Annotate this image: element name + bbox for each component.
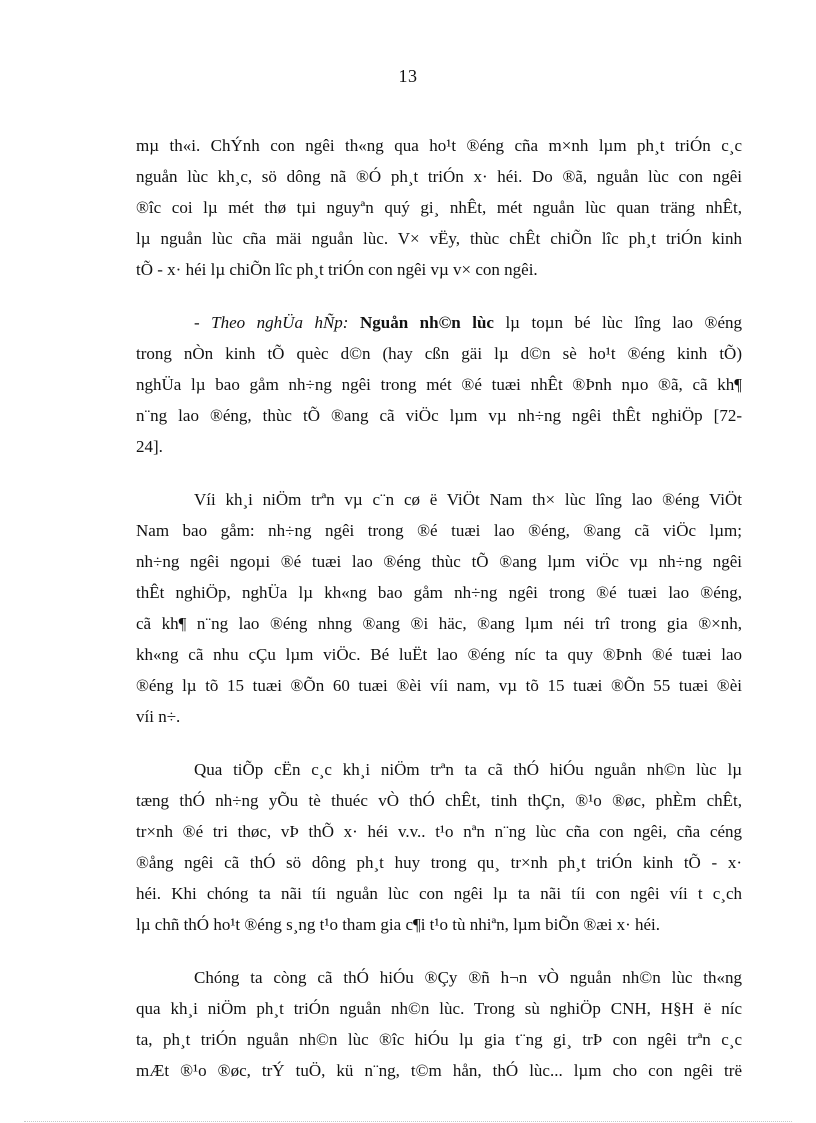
paragraph-3 xyxy=(136,484,742,732)
text-line: ®éng lµ tõ 15 tuæi ®Õn 60 tuæi ®èi víi nam, vµ tõ 15 tuæi ®Õn 55 tuæi ®èi xyxy=(136,676,742,695)
text-line: lµ nguån lùc cña mäi nguån lùc. V× vËy, thùc chÊt chiÕn lîc ph¸t triÓn kinh xyxy=(136,229,742,248)
text-line: nh÷ng ngêi ngoµi ®é tuæi lao ®éng thùc tÕ ®ang lµm viÖc vµ nh÷ng ngêi xyxy=(136,552,742,571)
text-line: nguån lùc kh¸c, sö dông nã ®Ó ph¸t triÓn x· héi. Do ®ã, nguån lùc con ngêi xyxy=(136,167,742,186)
text-line: víi n÷. xyxy=(136,707,181,726)
text-line: Chóng ta còng cã thÓ hiÓu ®Çy ®ñ h¬n vÒ nguån nh©n lùc th«ng xyxy=(194,968,742,987)
text-line: cã kh¶ n¨ng lao ®éng nhng ®ang ®i häc, ®ang lµm néi trî trong gia ®×nh, xyxy=(136,614,742,633)
text-line: Qua tiÕp cËn c¸c kh¸i niÖm trªn ta cã thÓ hiÓu nguån nh©n lùc lµ xyxy=(194,760,742,779)
paragraph-2 xyxy=(136,307,742,462)
text-line: Nam bao gåm: nh÷ng ngêi trong ®é tuæi lao ®éng, ®ang cã viÖc lµm; xyxy=(136,521,742,540)
text-line: tr×nh ®é tri thøc, vÞ thÕ x· héi v.v.. t¹o nªn n¨ng lùc cña con ngêi, cña céng xyxy=(136,822,742,841)
text-line: ®îc coi lµ mét thø tµi nguyªn quý gi¸ nhÊt, mét nguån lùc quan träng nhÊt, xyxy=(136,198,742,217)
text-line xyxy=(136,307,742,338)
text-line: mÆt ®¹o ®øc, trÝ tuÖ, kü n¨ng, t©m hån, thÓ lùc... lµm cho con ngêi trë xyxy=(136,1061,742,1080)
paragraph-1 xyxy=(136,130,742,285)
definition-term: Theo nghÜa hÑp: xyxy=(211,313,349,332)
paragraph-5 xyxy=(136,962,742,1086)
text-line: n¨ng lao ®éng, thùc tÕ ®ang cã viÖc lµm vµ nh÷ng ngêi thÊt nghiÖp [72- xyxy=(136,406,742,425)
page-number: 13 xyxy=(398,66,418,86)
definition-text: lµ toµn bé lùc lîng lao ®éng xyxy=(493,313,742,332)
text-line: Víi kh¸i niÖm trªn vµ c¨n cø ë ViÖt Nam th× lùc lîng lao ®éng ViÖt xyxy=(194,490,742,509)
text-line: thÊt nghiÖp, nghÜa lµ kh«ng bao gåm nh÷ng ngêi trong ®é tuæi lao ®éng, xyxy=(136,583,742,602)
paragraph-4 xyxy=(136,754,742,940)
text-line: 24]. xyxy=(136,437,163,456)
definition-keyword: Nguån nh©n lùc xyxy=(348,313,494,332)
document-body xyxy=(136,130,742,1086)
text-line: kh«ng cã nhu cÇu lµm viÖc. Bé luËt lao ®éng níc ta quy ®Þnh ®é tuæi lao xyxy=(136,645,742,664)
text-line: lµ chñ thÓ ho¹t ®éng s¸ng t¹o tham gia c¶i t¹o tù nhiªn, lµm biÕn ®æi x· héi. xyxy=(136,915,661,934)
text-line: héi. Khi chóng ta nãi tíi nguån lùc con ngêi lµ ta nãi tíi con ngêi víi t c¸ch xyxy=(136,884,742,903)
text-line: nghÜa lµ bao gåm nh÷ng ngêi trong mét ®é tuæi nhÊt ®Þnh nµo ®ã, cã kh¶ xyxy=(136,375,742,394)
text-line: tæng thÓ nh÷ng yÕu tè thuéc vÒ thÓ chÊt, tinh thÇn, ®¹o ®øc, phÈm chÊt, xyxy=(136,791,742,810)
text-line: ®ång ngêi cã thÓ sö dông ph¸t huy trong qu¸ tr×nh ph¸t triÓn kinh tÕ - x· xyxy=(136,853,742,872)
text-line: qua kh¸i niÖm ph¸t triÓn nguån nh©n lùc. Trong sù nghiÖp CNH, H§H ë níc xyxy=(136,999,742,1018)
list-dash: - xyxy=(194,313,212,332)
page-bottom-rule xyxy=(24,1121,792,1122)
text-line: ta, ph¸t triÓn nguån nh©n lùc ®îc hiÓu lµ gia t¨ng gi¸ trÞ con ngêi trªn c¸c xyxy=(136,1030,742,1049)
text-line: trong nÒn kinh tÕ quèc d©n (hay cßn gäi lµ d©n sè ho¹t ®éng kinh tÕ) xyxy=(136,344,742,363)
text-line: tÕ - x· héi lµ chiÕn lîc ph¸t triÓn con ngêi vµ v× con ngêi. xyxy=(136,260,538,279)
text-line: mµ th«i. ChÝnh con ngêi th«ng qua ho¹t ®éng cña m×nh lµm ph¸t triÓn c¸c xyxy=(136,136,742,155)
